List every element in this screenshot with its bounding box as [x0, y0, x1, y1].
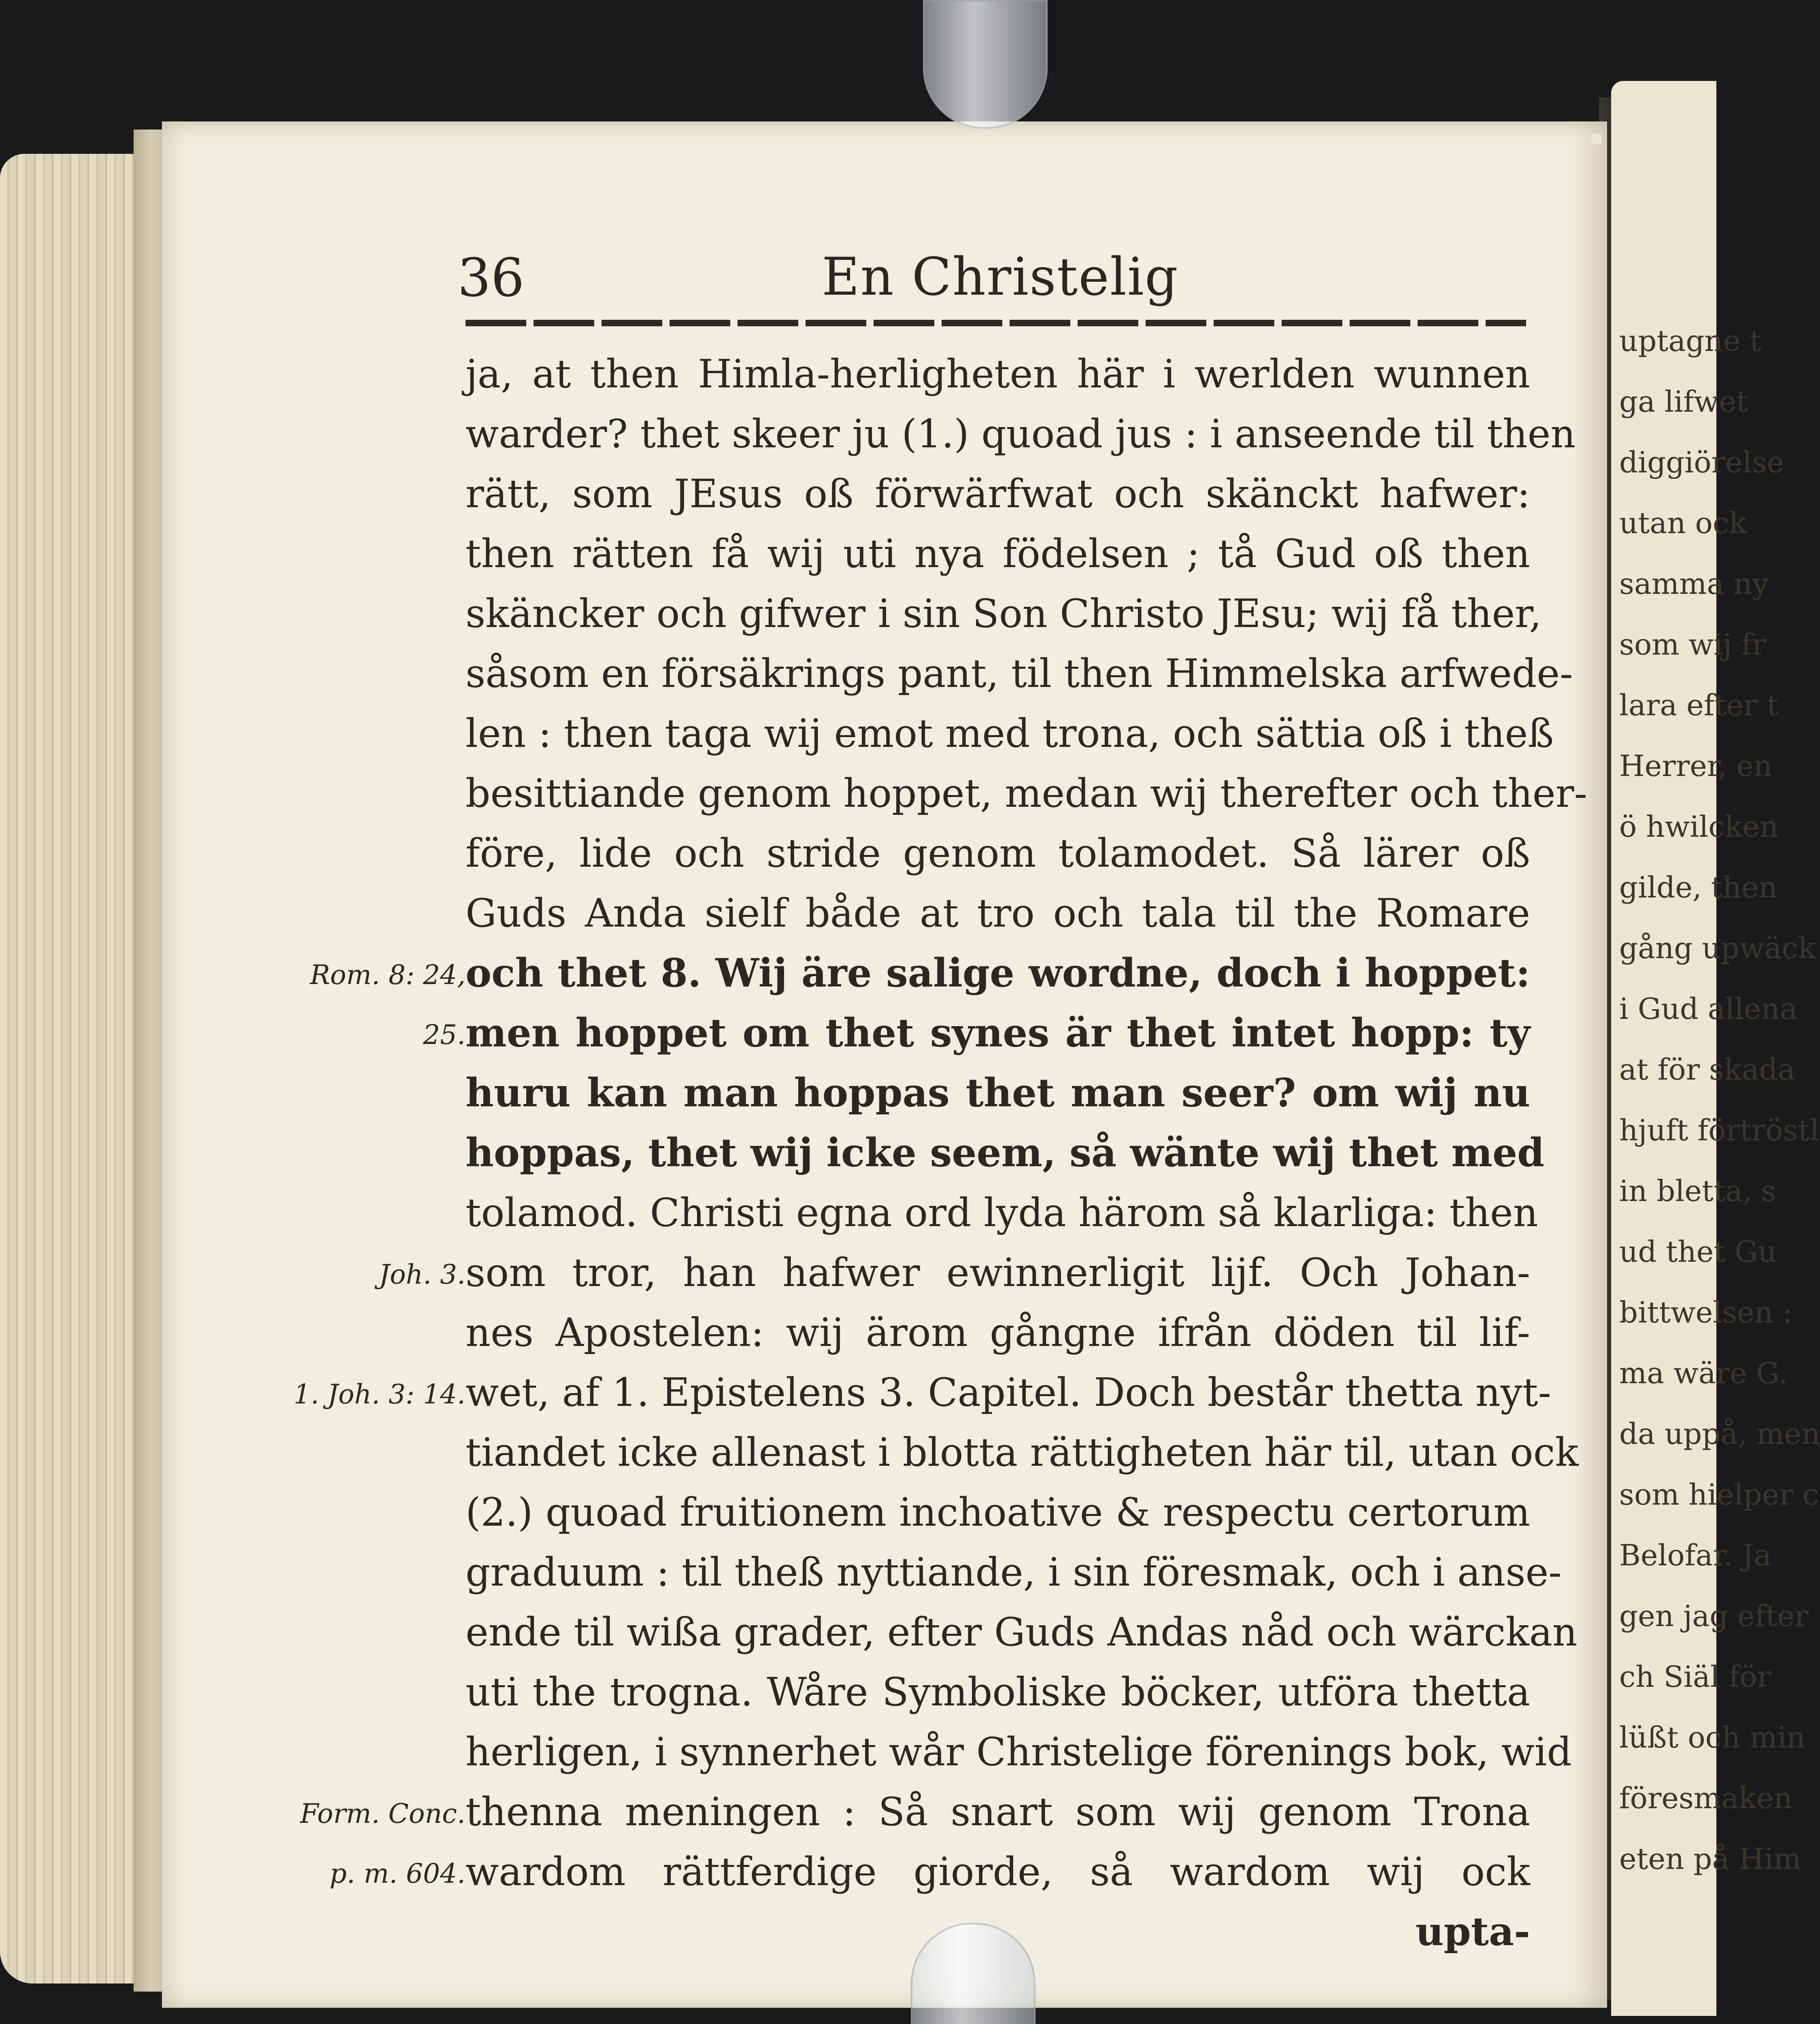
text-line: warder? thet skeer ju (1.) quoad jus : i anseende til then [466, 411, 1576, 457]
margin-note: Rom. 8: 24, [310, 959, 466, 991]
text-line: len : then taga wij emot med trona, och sättia oß i theß [466, 711, 1554, 756]
right-page-fragment: ö hwilcken [1619, 810, 1779, 844]
page-marker [1591, 134, 1601, 144]
text-line: såsom en försäkrings pant, til then Himmelska arfwede- [466, 651, 1573, 696]
right-page-fragment: gen jag efter [1619, 1599, 1809, 1633]
right-page-fragment: gång upwäck [1619, 931, 1816, 965]
text-line: hoppas, thet wij icke seem, så wänte wij thet med [466, 1130, 1545, 1176]
running-head: En Christelig [822, 247, 1179, 307]
text-line: thenna meningen : Så snart som wij genom Trona [466, 1789, 1530, 1835]
text-line: nes Apostelen: wij ärom gångne ifrån döden til lif- [466, 1310, 1530, 1355]
text-line: Guds Anda sielf både at tro och tala til the Romare [466, 891, 1530, 936]
right-page-fragment: Belofar. Ja [1619, 1538, 1771, 1572]
text-line: then rätten få wij uti nya födelsen ; tå Gud oß then [466, 531, 1530, 576]
text-line: huru kan man hoppas thet man seer? om wij nu [466, 1070, 1530, 1116]
page-number: 36 [457, 247, 525, 308]
page-header [457, 247, 1526, 308]
right-page-fragment: gilde, then [1619, 870, 1777, 904]
text-line: wardom rättferdige giorde, så wardom wij ock [466, 1849, 1530, 1894]
book-clip-top [923, 0, 1048, 129]
right-page-fragment: da uppå, men [1619, 1417, 1820, 1451]
header-rule [466, 320, 1526, 326]
text-line: som tror, han hafwer ewinnerligit lijf. Och Johan- [466, 1250, 1530, 1295]
right-page-fragment: ga lifwet [1619, 385, 1748, 419]
right-page-fragment: föresmaken [1619, 1781, 1792, 1815]
text-line: rätt, som JEsus oß förwärfwat och skänckt hafwer: [466, 471, 1530, 517]
text-line: ende til wißa grader, efter Guds Andas nåd och wärckan [466, 1609, 1578, 1655]
right-page-fragment: som wij fr [1619, 627, 1766, 661]
right-page-fragment: lüßt och min [1619, 1720, 1805, 1754]
text-line: tolamod. Christi egna ord lyda härom så klarliga: then [466, 1190, 1538, 1235]
text-line: besittiande genom hoppet, medan wij therefter och ther- [466, 771, 1588, 816]
margin-note: 25. [423, 1019, 466, 1050]
margin-note: Joh. 3. [379, 1259, 466, 1290]
body-text [466, 344, 1588, 1962]
text-line: uti the trogna. Wåre Symboliske böcker, utföra thetta [466, 1669, 1530, 1715]
text-line: före, lide och stride genom tolamodet. Så lärer oß [466, 831, 1530, 876]
margin-note: Form. Conc. [300, 1798, 466, 1829]
text-line: och thet 8. Wij äre salige wordne, doch i hoppet: [466, 950, 1530, 996]
right-page-fragment: lara efter t [1619, 688, 1779, 722]
right-page-fragment: bittwelsen : [1619, 1295, 1792, 1329]
right-page-fragment: ma wäre G. [1619, 1356, 1788, 1390]
right-page-edge [1611, 81, 1820, 2016]
text-line: herligen, i synnerhet wår Christelige förenings bok, wid [466, 1729, 1572, 1775]
right-page-fragment: at för skada [1619, 1052, 1795, 1086]
right-page-fragment: diggiörelse [1619, 445, 1784, 479]
margin-note: p. m. 604. [330, 1858, 466, 1889]
text-line: wet, af 1. Epistelens 3. Capitel. Doch består thetta nyt- [466, 1370, 1551, 1415]
right-page-fragment: eten på Him [1619, 1842, 1801, 1876]
catchword: upta- [1415, 1909, 1530, 1954]
right-page-fragment: ud thet Gu [1619, 1235, 1777, 1269]
right-page-fragment: Herrer, en [1619, 749, 1773, 783]
right-page-fragment: samma ny [1619, 567, 1769, 601]
margin-note: 1. Joh. 3: 14. [293, 1379, 466, 1410]
text-line: men hoppet om thet synes är thet intet hopp: ty [466, 1010, 1530, 1056]
right-page-fragment: ch Siäl för [1619, 1660, 1771, 1694]
text-line: tiandet icke allenast i blotta rättigheten här til, utan ock [466, 1430, 1579, 1475]
right-page-fragment: in bletta, s [1619, 1174, 1776, 1208]
text-line: (2.) quoad fruitionem inchoative & respectu certorum [466, 1490, 1530, 1535]
right-page-fragment: uptagne t [1619, 324, 1762, 358]
right-page-fragment: som hielper c [1619, 1478, 1819, 1512]
right-page-fragment: hjuft förtröstl [1619, 1113, 1819, 1147]
right-page-fragment: utan ock [1619, 506, 1747, 540]
text-line: ja, at then Himla-herligheten här i werlden wunnen [466, 351, 1530, 397]
right-page-fragment: i Gud allena [1619, 992, 1797, 1026]
text-line: graduum : til theß nyttiande, i sin föresmak, och i anse- [466, 1550, 1562, 1595]
text-line: skäncker och gifwer i sin Son Christo JEsu; wij få ther, [466, 591, 1542, 636]
